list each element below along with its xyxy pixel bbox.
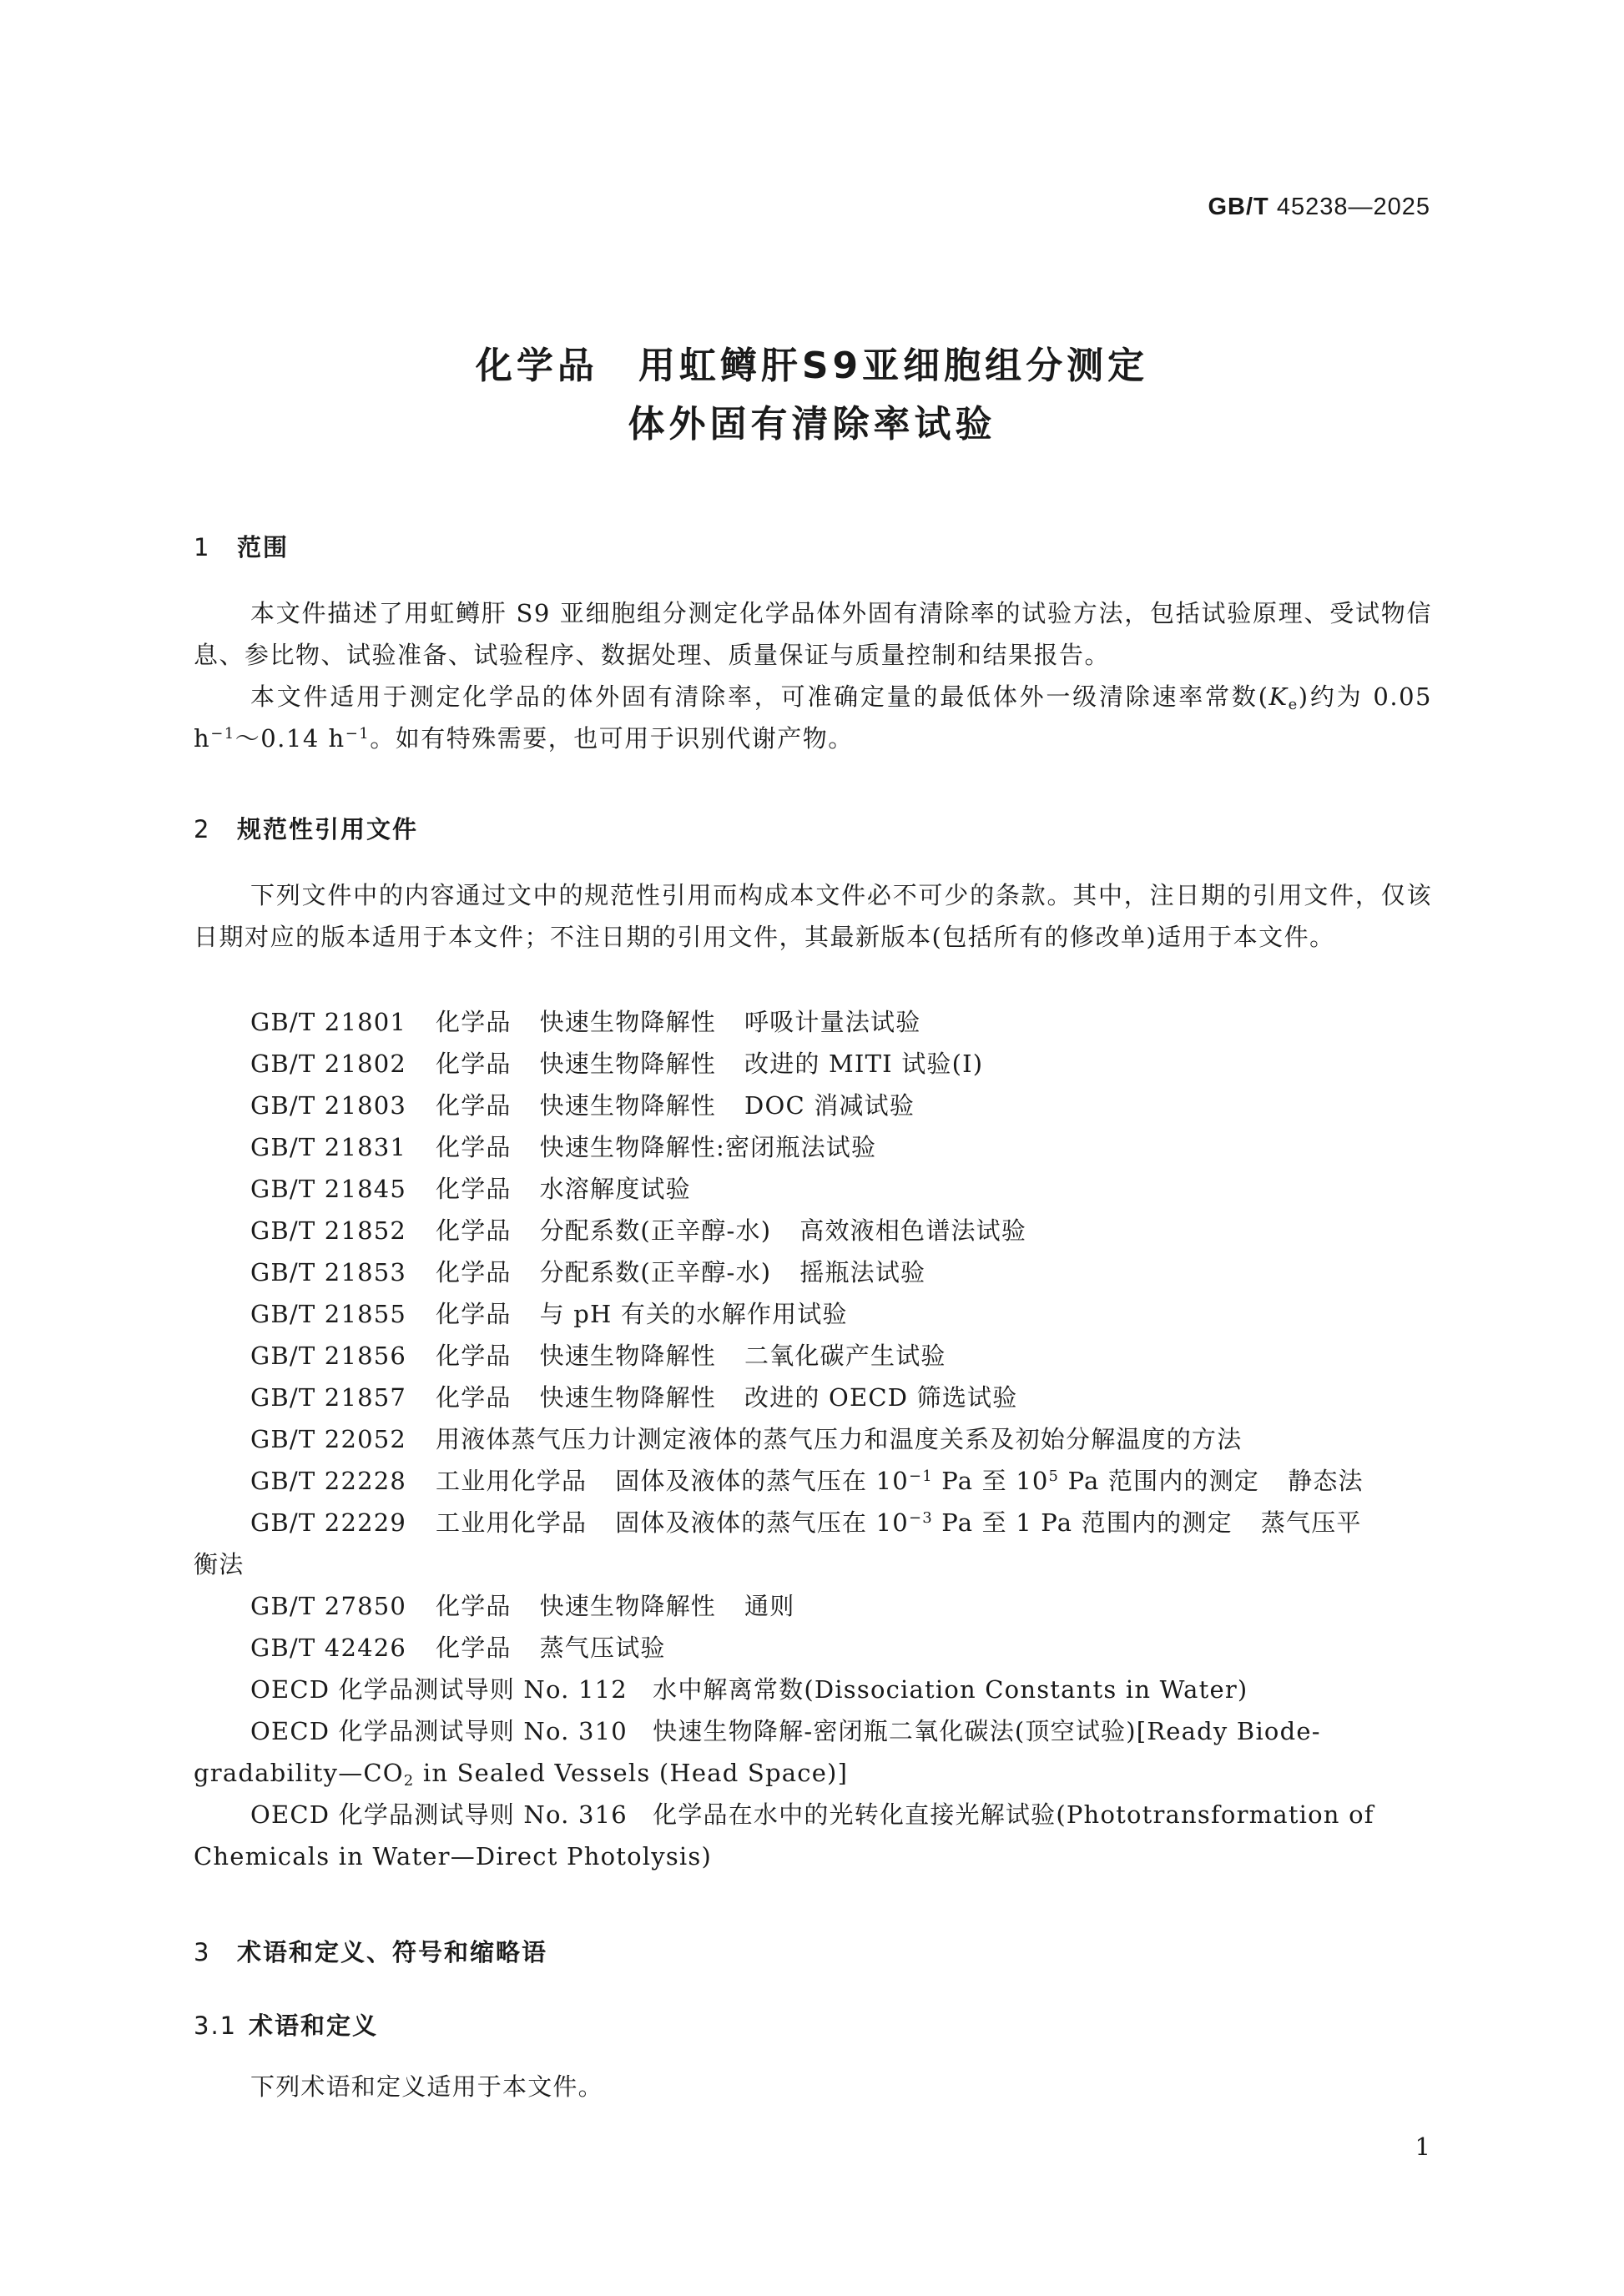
section-heading-normative-references: 2 规范性引用文件 <box>194 815 419 843</box>
reference-item: GB/T 22229 工业用化学品 固体及液体的蒸气压在 $10^{-3}$ Pa 至 1 Pa 范围内的测定 蒸气压平 <box>250 1508 1362 1537</box>
normative-references-intro: 下列文件中的内容通过文中的规范性引用而构成本文件必不可少的条款。其中，注日期的引用文件，仅该日期对应的版本适用于本文件；不注日期的引用文件，其最新版本(包括所有的修改单)适用于本文件。 <box>194 881 1432 951</box>
reference-item: GB/T 22052 用液体蒸气压力计测定液体的蒸气压力和温度关系及初始分解温度的方法 <box>250 1425 1243 1453</box>
reference-item: GB/T 21856 化学品 快速生物降解性 二氧化碳产生试验 <box>250 1342 946 1370</box>
reference-item-oecd310-continuation: $gradability—CO_2$ in Sealed Vessels (Head Space)] <box>194 1759 849 1790</box>
scope-paragraph-1: 本文件描述了用虹鳟肝 S9 亚细胞组分测定化学品体外固有清除率的试验方法，包括试验原理、受试物信息、参比物、试验准备、试验程序、数据处理、质量保证与质量控制和结果报告。 <box>194 599 1432 669</box>
reference-item: GB/T 21831 化学品 快速生物降解性:密闭瓶法试验 <box>250 1133 877 1161</box>
reference-item-oecd316-continuation: Chemicals in Water—Direct Photolysis) <box>194 1842 712 1871</box>
terms-intro-text: 下列术语和定义适用于本文件。 <box>250 2072 603 2101</box>
reference-item-oecd112: OECD 化学品测试导则 No. 112 水中解离常数(Dissociation Constants in Water) <box>250 1675 1248 1704</box>
scope-paragraph-2: 本文件适用于测定化学品的体外固有清除率，可准确定量的最低体外一级清除速率常数$(K_e)$约为 0.05 $h^{-1}\sim 0.14$ $h^{-1}$。如有特殊需要，也可用于识别代谢产物。 <box>194 682 1432 753</box>
document-title-line1: 化学品 用虹鳟肝S9亚细胞组分测定 <box>475 345 1149 387</box>
reference-item: GB/T 27850 化学品 快速生物降解性 通则 <box>250 1592 795 1620</box>
reference-item-oecd310: OECD 化学品测试导则 No. 310 快速生物降解-密闭瓶二氧化碳法(顶空试验)[Ready Biode- <box>250 1717 1321 1745</box>
reference-item: GB/T 21852 化学品 分配系数(正辛醇-水) 高效液相色谱法试验 <box>250 1216 1027 1245</box>
section-heading-scope: 1 范围 <box>194 533 290 561</box>
reference-item-continuation: 衡法 <box>194 1550 245 1578</box>
document-title-line2: 体外固有清除率试验 <box>628 403 996 446</box>
page-number: 1 <box>1415 2132 1430 2161</box>
reference-item: GB/T 22228 工业用化学品 固体及液体的蒸气压在 $10^{-1}$ Pa 至 $10^5$ Pa 范围内的测定 静态法 <box>250 1467 1364 1495</box>
reference-item: GB/T 21857 化学品 快速生物降解性 改进的 OECD 筛选试验 <box>250 1383 1018 1412</box>
reference-item: GB/T 42426 化学品 蒸气压试验 <box>250 1634 666 1662</box>
reference-item: GB/T 21802 化学品 快速生物降解性 改进的 MITI 试验(Ⅰ) <box>250 1050 984 1078</box>
standard-number: GB/T 45238—2025 <box>1208 194 1430 220</box>
reference-item: GB/T 21855 化学品 与 pH 有关的水解作用试验 <box>250 1300 848 1328</box>
reference-item: GB/T 21853 化学品 分配系数(正辛醇-水) 摇瓶法试验 <box>250 1258 926 1286</box>
reference-item: GB/T 21803 化学品 快速生物降解性 DOC 消减试验 <box>250 1091 915 1120</box>
reference-item: GB/T 21845 化学品 水溶解度试验 <box>250 1175 691 1203</box>
section-heading-terms: 3 术语和定义、符号和缩略语 <box>194 1938 548 1966</box>
reference-item-oecd316: OECD 化学品测试导则 No. 316 化学品在水中的光转化直接光解试验(Phototransformation of <box>250 1800 1374 1829</box>
reference-item: GB/T 21801 化学品 快速生物降解性 呼吸计量法试验 <box>250 1008 921 1036</box>
subsection-heading-terms-definitions: 3.1 术语和定义 <box>194 2012 379 2040</box>
